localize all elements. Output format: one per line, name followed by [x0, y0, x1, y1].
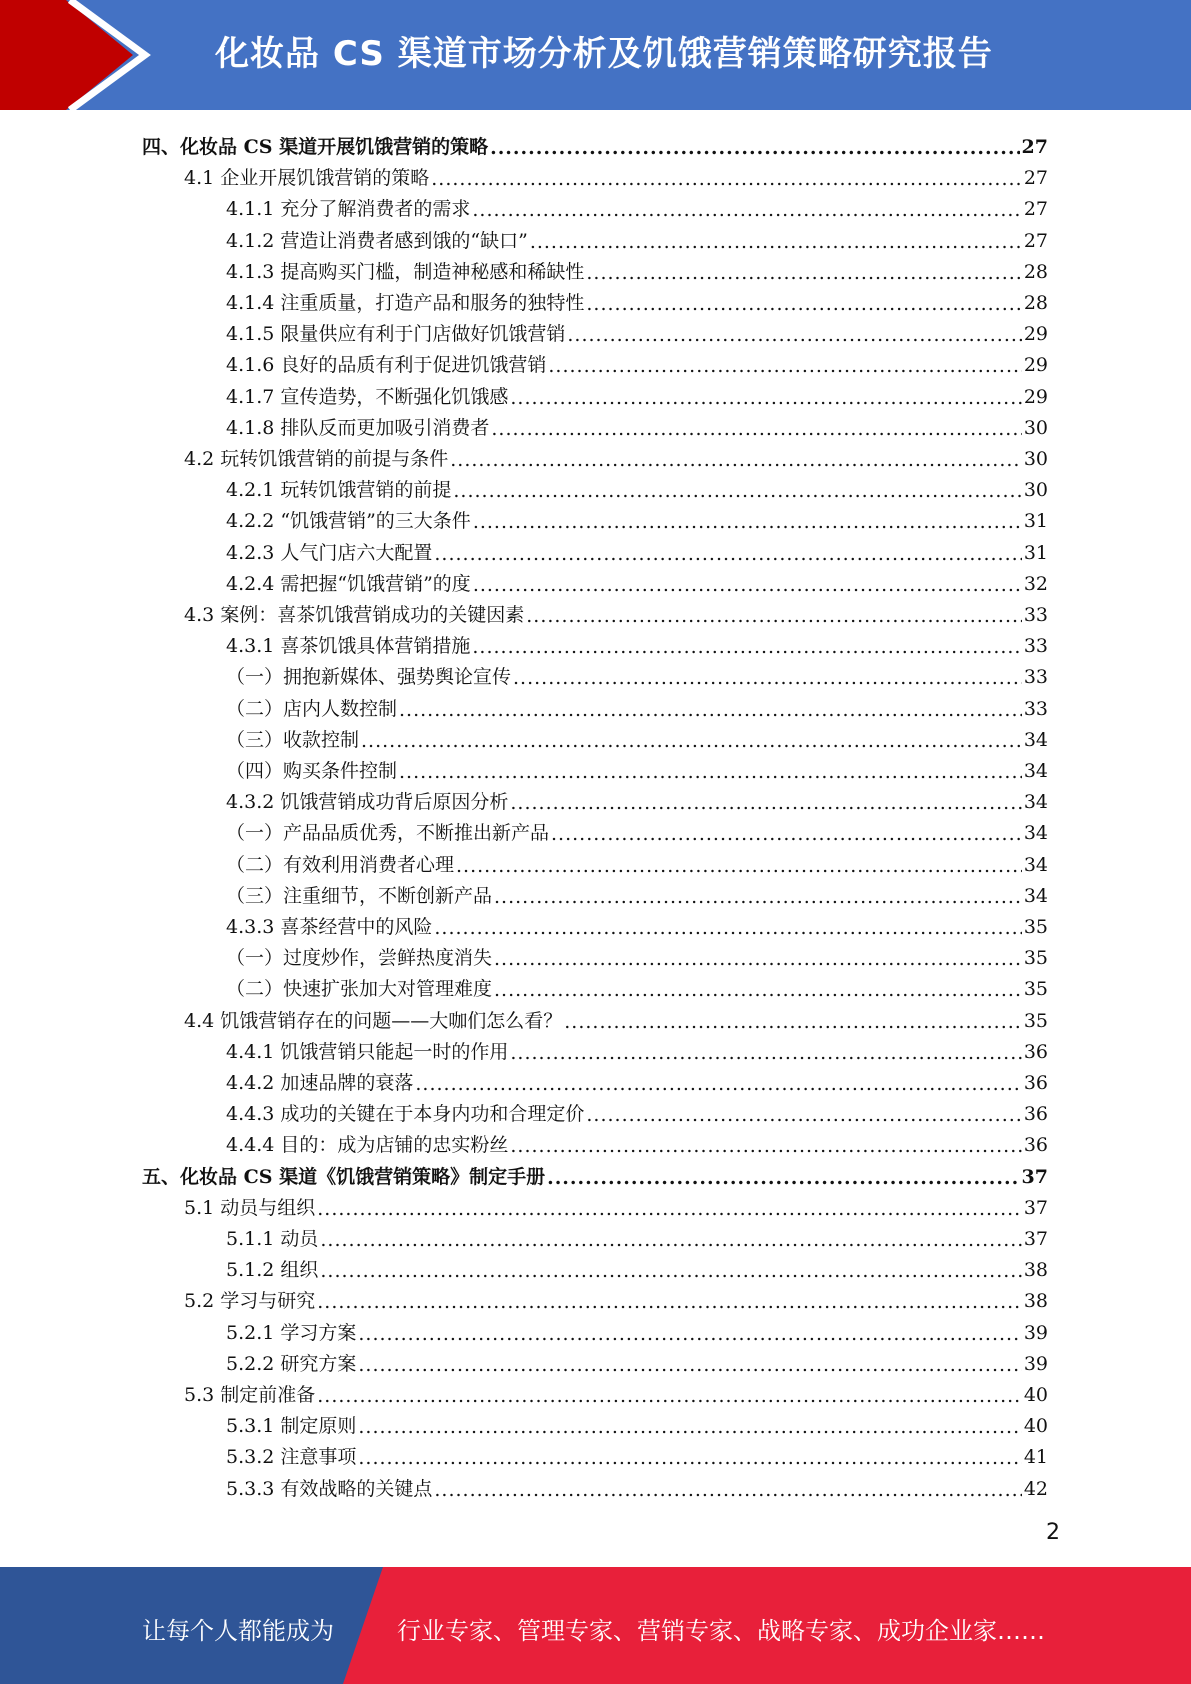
toc-entry[interactable]: [226, 253, 1048, 284]
toc-entry-title: 4.1.8 排队反而更加吸引消费者: [226, 416, 490, 439]
toc-dot-leader: [317, 1198, 1022, 1220]
toc-entry[interactable]: [226, 939, 1048, 970]
toc-dot-leader: [361, 730, 1022, 752]
toc-entry[interactable]: [226, 471, 1048, 502]
toc-dot-leader: [434, 543, 1021, 565]
toc-entry-page: 31: [1023, 541, 1048, 564]
toc-entry[interactable]: [226, 502, 1048, 533]
toc-entry[interactable]: [226, 658, 1048, 689]
toc-entry-page: 34: [1023, 853, 1048, 876]
toc-entry-page: 36: [1023, 1040, 1048, 1063]
toc-entry-title: 4.1.1 充分了解消费者的需求: [226, 198, 471, 221]
toc-entry-page: 34: [1023, 822, 1048, 845]
toc-dot-leader: [564, 1011, 1022, 1033]
toc-dot-leader: [491, 418, 1021, 440]
toc-entry-title: 5.1 动员与组织: [184, 1196, 316, 1219]
toc-dot-leader: [526, 605, 1022, 627]
toc-dot-leader: [358, 1323, 1021, 1345]
toc-dot-leader: [510, 387, 1021, 409]
toc-entry-title: 4.2.3 人气门店六大配置: [226, 541, 433, 564]
toc-entry-title: 五、化妆品 CS 渠道《饥饿营销策略》制定手册: [142, 1165, 546, 1188]
toc-entry[interactable]: [142, 1158, 1048, 1189]
toc-entry-title: 4.1.5 限量供应有利于门店做好饥饿营销: [226, 323, 566, 346]
toc-entry[interactable]: [226, 534, 1048, 565]
toc-entry[interactable]: [184, 596, 1048, 627]
toc-entry[interactable]: [184, 1282, 1048, 1313]
toc-entry-title: 5.2.1 学习方案: [226, 1321, 357, 1344]
toc-entry[interactable]: [226, 1407, 1048, 1438]
toc-entry[interactable]: [226, 1126, 1048, 1157]
toc-entry[interactable]: [226, 378, 1048, 409]
toc-entry[interactable]: [226, 970, 1048, 1001]
toc-entry[interactable]: [184, 159, 1048, 190]
toc-entry[interactable]: [226, 1470, 1048, 1501]
toc-dot-leader: [320, 1229, 1021, 1251]
toc-entry-page: 34: [1023, 884, 1048, 907]
toc-entry-page: 37: [1021, 1165, 1048, 1188]
chevron-graphic: [0, 0, 160, 110]
toc-dot-leader: [456, 855, 1022, 877]
toc-entry-title: 5.1.1 动员: [226, 1228, 319, 1250]
toc-entry-page: 33: [1023, 666, 1048, 689]
toc-entry[interactable]: [184, 1002, 1048, 1033]
toc-entry-page: 38: [1023, 1259, 1048, 1282]
toc-entry-title: 4.1.7 宣传造势，不断强化饥饿感: [226, 385, 509, 408]
toc-entry-page: 36: [1023, 1134, 1048, 1157]
toc-entry-page: 38: [1023, 1290, 1048, 1313]
toc-entry-page: 30: [1023, 416, 1048, 439]
toc-dot-leader: [358, 1447, 1021, 1469]
toc-entry-page: 30: [1023, 479, 1048, 502]
toc-entry-title: （二）店内人数控制: [226, 697, 398, 720]
header-red-chevron: [0, 0, 160, 110]
toc-dot-leader: [510, 792, 1021, 814]
toc-entry-title: （一）拥抱新媒体、强势舆论宣传: [226, 666, 512, 689]
toc-dot-leader: [320, 1260, 1021, 1282]
toc-entry[interactable]: [226, 284, 1048, 315]
toc-dot-leader: [513, 667, 1022, 689]
toc-dot-leader: [431, 168, 1022, 190]
toc-entry-title: 4.4.3 成功的关键在于本身内功和合理定价: [226, 1103, 585, 1126]
toc-entry[interactable]: [226, 1220, 1048, 1251]
toc-entry[interactable]: [226, 752, 1048, 783]
toc-entry[interactable]: [184, 1376, 1048, 1407]
toc-entry-page: 30: [1023, 448, 1048, 470]
toc-entry-page: 27: [1023, 198, 1048, 221]
toc-entry-title: 4.2.2 “饥饿营销”的三大条件: [226, 510, 471, 533]
toc-entry[interactable]: [226, 1033, 1048, 1064]
toc-entry-title: 4.1.4 注重质量，打造产品和服务的独特性: [226, 292, 585, 314]
toc-entry-title: 4.2.4 需把握“饥饿营销”的度: [226, 572, 471, 595]
toc-entry-page: 28: [1023, 260, 1048, 283]
toc-entry-page: 37: [1023, 1228, 1048, 1250]
toc-entry-title: 4.1.3 提高购买门槛，制造神秘感和稀缺性: [226, 260, 585, 283]
toc-dot-leader: [473, 511, 1022, 533]
toc-entry-title: 4.4.4 目的：成为店铺的忠实粉丝: [226, 1134, 509, 1157]
toc-dot-leader: [548, 355, 1021, 377]
toc-dot-leader: [399, 699, 1022, 721]
toc-entry-title: （二）有效利用消费者心理: [226, 853, 455, 876]
toc-entry-title: （三）收款控制: [226, 728, 360, 751]
toc-entry-title: 4.1 企业开展饥饿营销的策略: [184, 167, 430, 190]
toc-entry-title: 5.1.2 组织: [226, 1259, 319, 1282]
toc-entry[interactable]: [226, 315, 1048, 346]
toc-entry-title: 4.4.2 加速品牌的衰落: [226, 1072, 414, 1094]
toc-entry-page: 41: [1023, 1446, 1048, 1469]
toc-entry-page: 29: [1023, 385, 1048, 408]
toc-dot-leader: [317, 1291, 1022, 1313]
toc-entry-title: （一）过度炒作，尝鲜热度消失: [226, 947, 493, 970]
toc-dot-leader: [472, 636, 1021, 658]
toc-dot-leader: [547, 1167, 1019, 1189]
toc-entry-page: 36: [1023, 1103, 1048, 1126]
page-number: 2: [1046, 1520, 1060, 1545]
toc-entry[interactable]: [226, 1095, 1048, 1126]
toc-dot-leader: [472, 199, 1021, 221]
toc-entry-title: 4.1.2 营造让消费者感到饿的“缺口”: [226, 229, 528, 252]
toc-entry[interactable]: [226, 1064, 1048, 1095]
toc-entry[interactable]: [226, 1345, 1048, 1376]
toc-entry-page: 27: [1023, 229, 1048, 252]
toc-dot-leader: [358, 1354, 1021, 1376]
toc-dot-leader: [586, 262, 1021, 284]
toc-entry-title: （二）快速扩张加大对管理难度: [226, 978, 493, 1001]
toc-entry-page: 35: [1023, 978, 1048, 1001]
toc-entry-page: 34: [1023, 791, 1048, 814]
toc-entry[interactable]: [226, 346, 1048, 377]
document-title: 化妆品 CS 渠道市场分析及饥饿营销策略研究报告: [215, 34, 993, 74]
toc-entry-title: 4.4 饥饿营销存在的问题——大咖们怎么看？: [184, 1009, 563, 1032]
toc-entry-title: 四、化妆品 CS 渠道开展饥饿营销的策略: [142, 136, 489, 158]
toc-entry-page: 27: [1023, 167, 1048, 190]
toc-dot-leader: [490, 137, 1019, 159]
toc-entry-title: 4.3.2 饥饿营销成功背后原因分析: [226, 791, 509, 814]
toc-entry-page: 32: [1023, 572, 1048, 595]
toc-entry-page: 29: [1023, 323, 1048, 346]
toc-entry-page: 40: [1023, 1384, 1048, 1406]
toc-entry-title: （三）注重细节，不断创新产品: [226, 884, 493, 907]
toc-entry-page: 27: [1021, 136, 1048, 158]
toc-entry[interactable]: [226, 1438, 1048, 1469]
toc-dot-leader: [510, 1135, 1021, 1157]
toc-entry-page: 33: [1023, 604, 1048, 626]
toc-entry-title: 4.3.1 喜茶饥饿具体营销措施: [226, 635, 471, 658]
toc-entry-page: 34: [1023, 760, 1048, 782]
toc-entry-title: 5.2.2 研究方案: [226, 1352, 357, 1375]
toc-entry-page: 29: [1023, 354, 1048, 377]
toc-entry[interactable]: [226, 190, 1048, 221]
toc-entry[interactable]: [226, 409, 1048, 440]
toc-entry[interactable]: [184, 440, 1048, 471]
toc-dot-leader: [434, 1479, 1021, 1501]
toc-entry-page: 31: [1023, 510, 1048, 533]
toc-entry[interactable]: [226, 222, 1048, 253]
toc-entry-title: 4.2 玩转饥饿营销的前提与条件: [184, 448, 449, 470]
footer-banner: [0, 1567, 1191, 1684]
header-banner: [0, 0, 1191, 110]
toc-entry-title: 5.3 制定前准备: [184, 1384, 316, 1406]
toc-entry-title: 4.4.1 饥饿营销只能起一时的作用: [226, 1040, 509, 1063]
toc-entry[interactable]: [226, 1251, 1048, 1282]
toc-entry-title: （四）购买条件控制: [226, 760, 398, 782]
toc-entry[interactable]: [142, 128, 1048, 159]
toc-entry[interactable]: [226, 565, 1048, 596]
toc-entry-title: 4.3.3 喜茶经营中的风险: [226, 916, 433, 938]
toc-entry-page: 39: [1023, 1321, 1048, 1344]
toc-entry[interactable]: [226, 783, 1048, 814]
toc-entry[interactable]: [226, 908, 1048, 939]
footer-slogan-left: 让每个人都能成为: [142, 1617, 334, 1645]
toc-dot-leader: [450, 449, 1022, 471]
toc-entry-page: 33: [1023, 697, 1048, 720]
toc-dot-leader: [494, 948, 1022, 970]
toc-dot-leader: [586, 293, 1021, 315]
toc-entry-title: 5.3.1 制定原则: [226, 1415, 357, 1438]
footer-slogan-right: 行业专家、管理专家、营销专家、战略专家、成功企业家……: [397, 1617, 1045, 1645]
toc-entry-page: 35: [1023, 947, 1048, 970]
toc-entry[interactable]: [226, 1314, 1048, 1345]
toc-entry[interactable]: [226, 721, 1048, 752]
toc-dot-leader: [530, 231, 1022, 253]
toc-entry-title: 4.2.1 玩转饥饿营销的前提: [226, 479, 452, 502]
toc-entry[interactable]: [226, 690, 1048, 721]
toc-entry-page: 28: [1023, 292, 1048, 314]
toc-dot-leader: [586, 1104, 1021, 1126]
toc-entry-title: 4.1.6 良好的品质有利于促进饥饿营销: [226, 354, 547, 377]
toc-dot-leader: [415, 1073, 1021, 1095]
toc-dot-leader: [358, 1416, 1021, 1438]
toc-entry-title: 5.3.2 注意事项: [226, 1446, 357, 1469]
toc-entry-page: 34: [1023, 728, 1048, 751]
toc-entry-title: 4.3 案例：喜茶饥饿营销成功的关键因素: [184, 604, 525, 626]
toc-entry-title: 5.3.3 有效战略的关键点: [226, 1477, 433, 1500]
toc-entry[interactable]: [226, 877, 1048, 908]
toc-dot-leader: [473, 574, 1022, 596]
toc-dot-leader: [494, 979, 1022, 1001]
toc-entry[interactable]: [226, 846, 1048, 877]
toc-entry[interactable]: [226, 627, 1048, 658]
toc-entry-title: 5.2 学习与研究: [184, 1290, 316, 1313]
toc-dot-leader: [453, 480, 1021, 502]
toc-dot-leader: [399, 761, 1022, 783]
toc-entry-page: 35: [1023, 1009, 1048, 1032]
toc-entry-page: 36: [1023, 1072, 1048, 1094]
toc-dot-leader: [434, 917, 1021, 939]
toc-dot-leader: [494, 886, 1022, 908]
toc-entry-page: 39: [1023, 1352, 1048, 1375]
toc-entry[interactable]: [184, 1189, 1048, 1220]
toc-dot-leader: [551, 823, 1022, 845]
toc-entry[interactable]: [226, 814, 1048, 845]
toc-entry-title: （一）产品品质优秀，不断推出新产品: [226, 822, 550, 845]
toc-entry-page: 40: [1023, 1415, 1048, 1438]
toc-entry-page: 42: [1023, 1477, 1048, 1500]
toc-entry-page: 35: [1023, 916, 1048, 938]
toc-dot-leader: [567, 324, 1021, 346]
toc-entry-page: 33: [1023, 635, 1048, 658]
toc-entry-page: 37: [1023, 1196, 1048, 1219]
toc-dot-leader: [510, 1042, 1021, 1064]
toc-dot-leader: [317, 1385, 1022, 1407]
